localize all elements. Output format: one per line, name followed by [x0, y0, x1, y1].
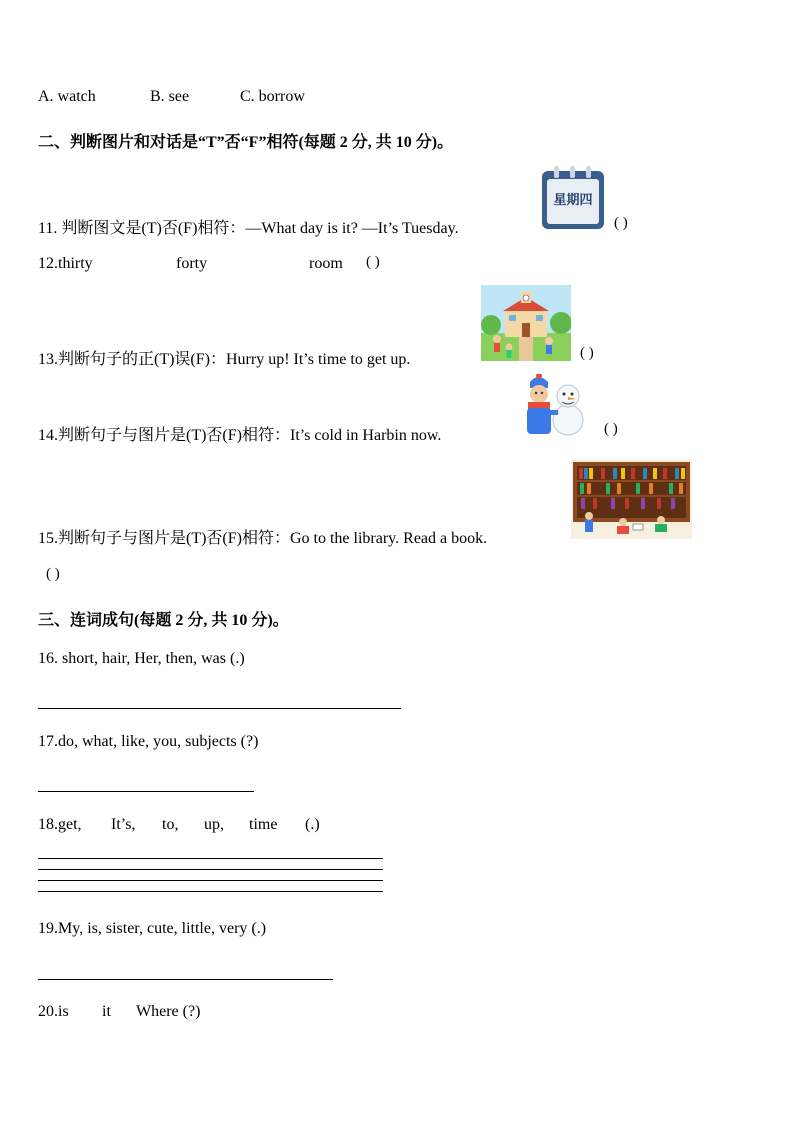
q12-answer-paren: ( ) [366, 254, 380, 270]
section-3-title: 三、连词成句(每题 2 分, 共 10 分)。 [38, 612, 289, 629]
q13-text: 13.判断句子的正(T)误(F)：Hurry up! It’s time to get up. [38, 351, 411, 368]
school-children-image [481, 285, 571, 361]
q18-answer-line-3[interactable] [38, 880, 383, 881]
q11-text: 11. 判断图文是(T)否(F)相符：—What day is it? —It’s Tuesday. [38, 220, 459, 237]
calendar-thursday-image [540, 165, 606, 231]
q17-text: 17.do, what, like, you, subjects (?) [38, 733, 259, 750]
q20-word-3: Where (?) [136, 1003, 201, 1020]
q15-text: 15.判断句子与图片是(T)否(F)相符：Go to the library. Read a book. [38, 530, 488, 547]
q19-text: 19.My, is, sister, cute, little, very (.) [38, 920, 267, 937]
q19-answer-line[interactable] [38, 979, 333, 980]
q12-word-1: 12.thirty [38, 255, 93, 272]
option-c: C. borrow [240, 88, 305, 105]
q16-answer-line[interactable] [38, 708, 401, 709]
q11-answer-paren: ( ) [614, 215, 628, 231]
section-2-title: 二、判断图片和对话是“T”否“F”相符(每题 2 分, 共 10 分)。 [38, 134, 454, 151]
q18-word-6: (.) [305, 816, 320, 833]
q12-word-3: room [309, 255, 343, 272]
q14-answer-paren: ( ) [604, 421, 618, 437]
q18-word-3: to, [162, 816, 179, 833]
q18-answer-line-1[interactable] [38, 858, 383, 859]
q18-word-1: 18.get, [38, 816, 82, 833]
q17-answer-line[interactable] [38, 791, 254, 792]
q16-text: 16. short, hair, Her, then, was (.) [38, 650, 245, 667]
q12-word-2: forty [176, 255, 208, 272]
q15-answer-paren: ( ) [46, 566, 60, 582]
q18-word-2: It’s, [111, 816, 136, 833]
q18-answer-line-2[interactable] [38, 869, 383, 870]
library-image [571, 460, 692, 539]
option-a: A. watch [38, 88, 96, 105]
q18-answer-line-4[interactable] [38, 891, 383, 892]
q18-word-4: up, [204, 816, 224, 833]
q20-word-1: 20.is [38, 1003, 69, 1020]
option-b: B. see [150, 88, 190, 105]
calendar-label: 星期四 [553, 193, 593, 208]
q18-word-5: time [249, 816, 278, 833]
snowman-image [516, 374, 594, 438]
q20-word-2: it [102, 1003, 111, 1020]
q14-text: 14.判断句子与图片是(T)否(F)相符：It’s cold in Harbin now. [38, 427, 442, 444]
q13-answer-paren: ( ) [580, 345, 594, 361]
